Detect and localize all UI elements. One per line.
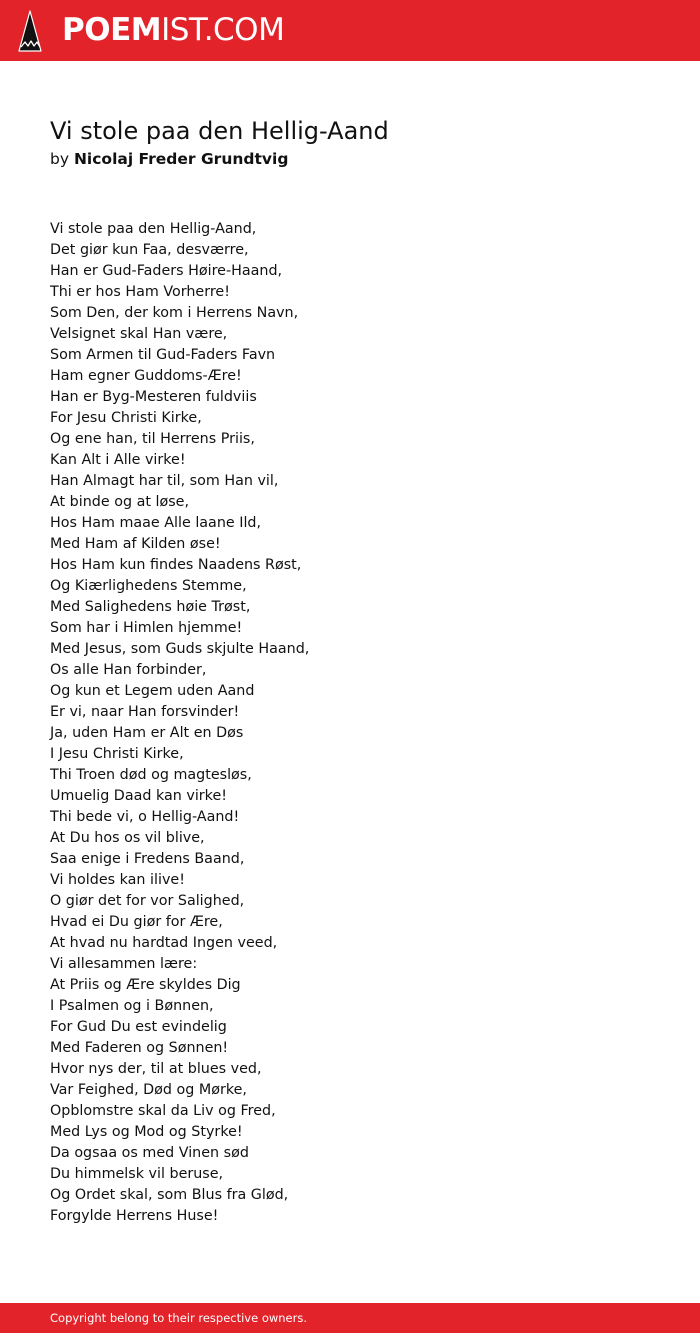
poem-line: Saa enige i Fredens Baand, xyxy=(50,851,245,867)
poem-line: Hvor nys der, til at blues ved, xyxy=(50,1061,262,1077)
site-logo[interactable] xyxy=(62,12,284,48)
poem-line: Og Ordet skal, som Blus fra Glød, xyxy=(50,1187,289,1203)
logo-light-text: IST.COM xyxy=(161,12,285,48)
poem-line: At Priis og Ære skyldes Dig xyxy=(50,977,241,993)
author-name: Nicolaj Freder Grundtvig xyxy=(73,150,289,168)
poem-line: Med Salighedens høie Trøst, xyxy=(50,599,251,615)
poem-line: Han er Byg-Mesteren fuldviis xyxy=(50,389,257,405)
copyright-text: Copyright belong to their respective owners. xyxy=(50,1311,308,1325)
poem-line: I Psalmen og i Bønnen, xyxy=(50,998,214,1014)
poem-line: Velsignet skal Han være, xyxy=(50,326,228,342)
poem-line: Thi Troen død og magtesløs, xyxy=(50,767,252,783)
poem-line: Ja, uden Ham er Alt en Døs xyxy=(50,725,244,741)
poem-line: Os alle Han forbinder, xyxy=(50,662,207,678)
poem-line: Han er Gud-Faders Høire-Haand, xyxy=(50,263,283,279)
poem-line: Vi allesammen lære: xyxy=(50,956,198,972)
poem-body xyxy=(50,219,309,1227)
poem-line: At binde og at løse, xyxy=(50,494,189,510)
poem-line: Kan Alt i Alle virke! xyxy=(50,452,186,468)
poem-line: Da ogsaa os med Vinen sød xyxy=(50,1145,249,1161)
poem-line: Du himmelsk vil beruse, xyxy=(50,1166,224,1182)
poem-line: I Jesu Christi Kirke, xyxy=(50,746,184,762)
poem-line: Som Den, der kom i Herrens Navn, xyxy=(50,305,299,321)
poem-line: At hvad nu hardtad Ingen veed, xyxy=(50,935,278,951)
poem-line: Med Ham af Kilden øse! xyxy=(50,536,221,552)
pencil-icon[interactable] xyxy=(18,10,42,52)
site-header xyxy=(0,0,700,61)
poem-line: Og Kiærlighedens Stemme, xyxy=(50,578,247,594)
poem-line: Hvad ei Du giør for Ære, xyxy=(50,914,223,930)
poem-line: Vi stole paa den Hellig-Aand, xyxy=(50,221,257,237)
poem-line: For Gud Du est evindelig xyxy=(50,1019,227,1035)
poem-line: Og ene han, til Herrens Priis, xyxy=(50,431,255,447)
poem-line: Thi bede vi, o Hellig-Aand! xyxy=(50,809,240,825)
poem-line: Forgylde Herrens Huse! xyxy=(50,1208,219,1224)
poem-line: O giør det for vor Salighed, xyxy=(50,893,245,909)
poem-line: Thi er hos Ham Vorherre! xyxy=(50,284,230,300)
logo-bold-text: POEM xyxy=(62,12,162,48)
poem-line: Han Almagt har til, som Han vil, xyxy=(50,473,279,489)
poem-line: Hos Ham maae Alle laane Ild, xyxy=(50,515,262,531)
poem-line: Ham egner Guddoms-Ære! xyxy=(50,368,242,384)
poem-line: Opblomstre skal da Liv og Fred, xyxy=(50,1103,276,1119)
poem-line: Og kun et Legem uden Aand xyxy=(50,683,255,699)
poem-line: Er vi, naar Han forsvinder! xyxy=(50,704,240,720)
poem-line: Var Feighed, Død og Mørke, xyxy=(50,1082,247,1098)
poem-line: Vi holdes kan ilive! xyxy=(50,872,185,888)
poem-line: Som har i Himlen hjemme! xyxy=(50,620,243,636)
poem-line: For Jesu Christi Kirke, xyxy=(50,410,202,426)
poem-line: At Du hos os vil blive, xyxy=(50,830,205,846)
poem-line: Som Armen til Gud-Faders Favn xyxy=(50,347,276,363)
poem-line: Med Lys og Mod og Styrke! xyxy=(50,1124,243,1140)
poem-line: Med Jesus, som Guds skjulte Haand, xyxy=(50,641,310,657)
byline xyxy=(50,148,288,170)
by-label: by xyxy=(50,150,70,168)
poem-line: Umuelig Daad kan virke! xyxy=(50,788,227,804)
site-footer xyxy=(0,1303,700,1333)
poem-title: Vi stole paa den Hellig-Aand xyxy=(50,117,389,145)
poem-line: Med Faderen og Sønnen! xyxy=(50,1040,229,1056)
poem-line: Hos Ham kun findes Naadens Røst, xyxy=(50,557,302,573)
poem-line: Det giør kun Faa, desværre, xyxy=(50,242,249,258)
